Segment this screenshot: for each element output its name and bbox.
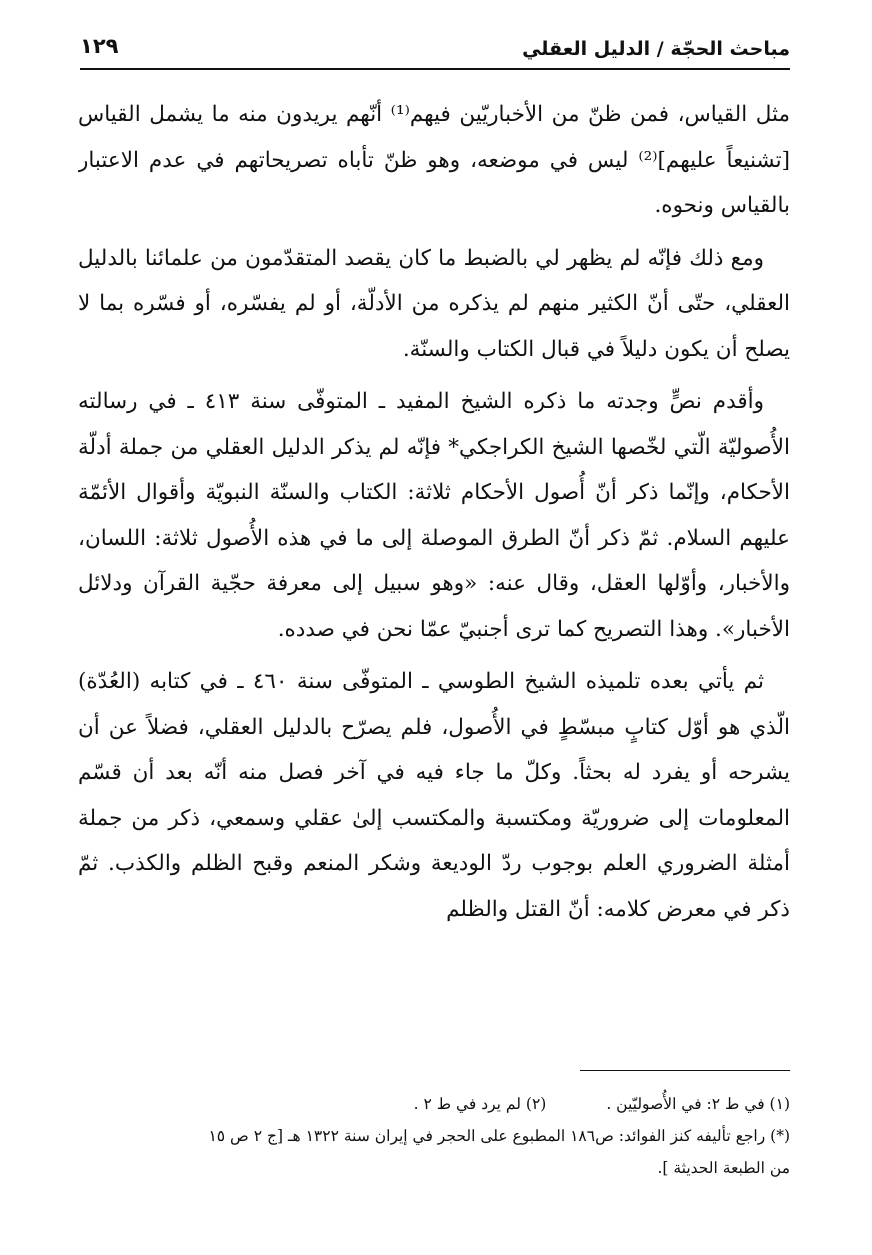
footnote-1: (١) في ط ٢: في الأُصوليّين .: [606, 1095, 790, 1113]
paragraph-2: ومع ذلك فإنّه لم يظهر لي بالضبط ما كان يقصد المتقدّمون من علمائنا بالدليل العقلي، حتّى أنّ الكثير منهم لم يذكره من الأدلّة، أو لم يفسّره، أو فسّره بما لا يصلح أن يكون دليلاً في قبال الكتاب والسنّة.: [78, 245, 790, 362]
running-title: مباحث الحجّة / الدليل العقلي: [522, 38, 790, 60]
paragraph-3: وأقدم نصٍّ وجدته ما ذكره الشيخ المفيد ـ المتوفّى سنة ٤١٣ ـ في رسالته الأُصوليّة الّتي لخّصها الشيخ الكراجكي* فإنّه لم يذكر الدليل العقلي من جملة أدلّة الأحكام، وإنّما ذكر أنّ أُصول الأحكام ثلاثة: الكتاب والسنّة النبويّة وأقوال الأئمّة عليهم السلام. ثمّ ذكر أنّ الطرق الموصلة إلى ما في هذه الأُصول ثلاثة: اللسان، والأخبار، وأوّلها العقل، وقال عنه: «وهو سبيل إلى معرفة حجّية القرآن ودلائل الأخبار». وهذا التصريح كما ترى أجنبيّ عمّا نحن في صدده.: [78, 389, 790, 642]
paragraph-1: مثل القياس، فمن ظنّ من الأخباريّين فيهم⁽¹⁾ أنّهم يريدون منه ما يشمل القياس [تشنيعاً عليهم]⁽²⁾ ليس في موضعه، وهو ظنّ تأباه تصريحاتهم في عدم الاعتبار بالقياس ونحوه.: [78, 102, 790, 218]
footnote-3-line-2: من الطبعة الحديثة ].: [657, 1159, 790, 1177]
footnotes: [78, 1070, 790, 1200]
footnote-row-1: [78, 1088, 790, 1120]
page-number: ١٢٩: [80, 34, 119, 58]
footnote-3-line-1: (*) راجع تأليفه كنز الفوائد: ص١٨٦ المطبوع على الحجر في إيران سنة ١٣٢٢ هـ [ج ٢ ص ١٥: [208, 1127, 790, 1145]
footnote-separator: [580, 1070, 790, 1071]
main-text: [78, 92, 790, 1072]
footnote-2: (٢) لم يرد في ط ٢ .: [413, 1095, 547, 1113]
paragraph-4: ثم يأتي بعده تلميذه الشيخ الطوسي ـ المتوفّى سنة ٤٦٠ ـ في كتابه (العُدّة) الّذي هو أوّل كتابٍ مبسّطٍ في الأُصول، فلم يصرّح بالدليل العقلي، فضلاً عن أن يشرحه أو يفرد له بحثاً. وكلّ ما جاء فيه في آخر فصل منه أنّه بعد أن قسّم المعلومات إلى ضروريّة ومكتسبة والمكتسب إلىٰ عقلي وسمعي، ذكر من جملة أمثلة الضروري العلم بوجوب ردّ الوديعة وشكر المنعم وقبح الظلم والكذب. ثمّ ذكر في معرض كلامه: أنّ القتل والظلم: [78, 669, 790, 922]
running-header: [80, 28, 790, 70]
